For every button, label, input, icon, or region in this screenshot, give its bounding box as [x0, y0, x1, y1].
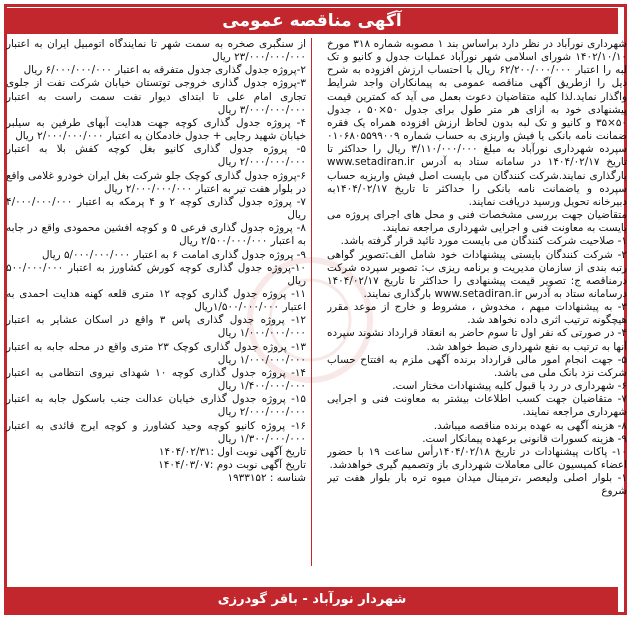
project-item: ۵- پروژه جدول گذاری کانیو بغل کوچه کفش بلا به اعتبار ۲/۰۰۰/۰۰۰/۰۰۰ ریال	[6, 143, 306, 169]
project-item: ۷- پروژه جدول گذاری کوچه ۲ و ۴ پرمکه به اعتبار ۴/۰۰۰/۰۰۰/۰۰۰ ریال	[6, 195, 306, 222]
project-item: ۱۲- پروژه جدول گذاری پاس ۳ واقع در اسکان عشایر به اعتبار ۱/۰۰۰/۰۰۰/۰۰۰ ریال	[6, 314, 306, 340]
mayor-signature: شهردار نورآباد - باقر گودرزی	[6, 587, 618, 613]
project-item: ۱۳- پروژه جدول گذاری کوچک ۲۳ متری واقع در محله جابه به اعتبار ۱/۰۰۰/۰۰۰/۰۰۰ ریال	[6, 340, 306, 366]
project-item: ۱۴- پروژه جدول گذاری کوچه ۱۰ شهدای نیروی انتظامی به اعتبار ۱/۴۰۰/۰۰۰/۰۰۰ ریال	[6, 366, 306, 393]
project-item: ۱- بلوار اصلی ولیعصر ،ترمینال میدان میوه تره بار بلوار هفت تیر شروع	[327, 472, 627, 498]
condition-item: ۳- به پیشنهادات مبهم ، مخدوش ، مشروط و خارج از موعد مقرر هیچگونه ترتیب اثری داده نخواهد شد.	[327, 301, 627, 327]
condition-item: ۷- متقاضیان جهت کسب اطلاعات بیشتر به معاونت فنی و اجرایی شهرداری مراجعه نمایند.	[327, 393, 627, 419]
project-item: ۳-پروژه جدول گذاری خروجی توتستان خیابان شرکت نفت از جلوی تجاری امام علی تا ابتدای دیوار نفت سمت راست به اعتبار ۳/۰۰۰/۰۰۰/۰۰۰ ریال	[6, 77, 306, 116]
condition-item: ۶- شهرداری در رد یا قبول کلیه پیشنهادات مختار است.	[392, 380, 627, 393]
project-item: از سنگبری صخره به سمت شهر تا نمایندگاه اتومبیل ایران به اعتبار ۲۳/۰۰۰/۰۰۰/۰۰۰ ریال	[6, 38, 306, 64]
condition-item: ۸- هزینه آگهی به عهده برنده مناقصه میباشد.	[433, 419, 627, 432]
notice-body-left	[6, 38, 306, 566]
notice-title: آگهی مناقصه عمومی	[6, 8, 618, 34]
inquiry-paragraph: متقاضیان جهت بررسی مشخصات فنی و محل های اجرای پروژه می بایست به معاونت فنی و اجرایی شهرداری مراجعه نمایند.	[327, 209, 627, 235]
condition-item: ۲- شرکت کنندگان بایستی پیشنهادات خود شامل الف:تصویر گواهی رتبه بندی از سازمان مدیریت و برنامه ریزی ب: تصویر سپرده شرکت درمناقصه ج: تصویر قیمت پیشنهادی را حداکثر تا تاریخ ۱۴۰۴/۰۲/۱۷ درسامانه ستاد به آدرس www.setadiran.ir بارگذاری نمایند.	[327, 248, 627, 300]
project-item: ۱۰-پروژه جدول گذاری کوچه کورش کشاورز به اعتبار ۵۰۰/۰۰۰/۰۰۰ ریال	[6, 261, 306, 287]
column-divider	[311, 38, 312, 566]
condition-item: ۵- جهت انجام امور مالی قرارداد برنده آگهی ملزم به افتتاح حساب شرکت نزد بانک ملی می باشد.	[327, 353, 627, 379]
notice-id: شناسه : ۱۹۳۳۱۵۲	[227, 472, 306, 485]
first-publish-date: تاریخ آگهی نوبت اول :۱۴۰۴/۰۲/۳۱	[158, 445, 306, 458]
second-publish-date: تاریخ آگهی نوبت دوم :۱۴۰۴/۰۳/۰۷	[158, 459, 306, 471]
project-item: ۹- پروژه جدول گذاری امامت ۶ به اعتبار ۵/۰۰۰/۰۰۰/۰۰۰ ریال	[42, 248, 306, 261]
notice-body-right	[327, 38, 627, 566]
condition-item: ۴- در صورتی که نفر اول تا سوم حاضر به انعقاد قرارداد نشوند سپرده آنها به ترتیب به نفع شهرداری ضبط خواهد شد.	[327, 327, 627, 353]
project-item: ۴- پروژه جدول گذاری کوچه جهت هدایت آبهای طرفین به سیلبر خیابان شهید رجایی + جدول خادمکان به اعتبار ۲/۰۰۰/۰۰۰/۰۰۰ ریال	[6, 116, 306, 143]
intro-paragraph: شهرداری نورآباد در نظر دارد براساس بند ۱ مصوبه شماره ۳۱۸ مورخ ۱۴۰۲/۱۰/۱۰ شورای اسلامی شهر نورآباد عملیات جدول و کانیو و تک لبه را اعتبار ۶۲/۲۰۰/۰۰۰/۰۰۰ ریال با احتساب ارزش افزوده به شرح ذیل را ازطریق آگهی مناقصه عمومی به پیمانکاران واجد شرایط واگذار نماید.لذا کلیه متقاضیان دعوت بعمل می آید که کمترین قیمت پیشنهادی خود به ازای هر متر طول برای جدول ۵۰×۵۰ ، جدول ۵۰×۳۵ و کانیو و تک لبه بدون لحاظ ارزش افزوده همراه یک فقره ضمانت نامه بانکی یا فیش واریزی به حساب شماره ۰۱۰۶۸۰۵۵۹۹۰۰۹ سپرده شهرداری نورآباد به مبلغ ۳/۱۱۰/۰۰۰/۰۰۰ ریال را حداکثر تا تاریخ ۱۴۰۴/۰۲/۱۷ در سامانه ستاد به آدرس www.setadiran.ir بارگذاری نمایند.شرکت کنندگان می بایست اصل فیش واریزیه حساب سپرده و یاضمانت نامه بانکی را حداکثر تا تاریخ ۱۴۰۴/۰۲/۱۷به دبیرخانه تحویل ورسید دریافت نمایند.	[327, 38, 627, 208]
project-item: ۲-پروژه جدول گذاری جدول متفرقه به اعتبار ۶/۰۰۰/۰۰۰/۰۰۰ ریال	[23, 64, 306, 77]
project-item: ۱۵- پروژه جدول گذاری خیابان عدالت جنب باسکول جابه به اعتبار ۲/۰۰۰/۰۰۰/۰۰۰ ریال	[6, 393, 306, 419]
project-item: ۸- پروژه جدول گذاری فرعی ۵ و کوچه افشین محمودی واقع در جابه به اعتبار ۲/۵۰۰/۰۰۰/۰۰۰ ریال	[6, 222, 306, 248]
project-item: ۶-پروژه جدول گذاری کوچک جلو شرکت بغل ایران خودرو غلامی واقع در بلوار هفت تیر به اعتبار ۲/۰۰۰/۰۰۰/۰۰۰ ریال	[6, 169, 306, 195]
project-item: ۱۱- پروژه جدول گذاری کوچه ۱۲ متری قلعه کهنه هدایت احمدی به اعتبار ۱/۵۰۰/۰۰۰/۰۰۰ریال	[6, 287, 306, 314]
project-item: ۱۶- پروژه کانیو کوچه وحید کشاورز و کوچه ایرج قائدی به اعتبار ۱/۳۰۰/۰۰۰/۰۰۰ ریال	[6, 419, 306, 445]
condition-item: ۱- صلاحیت شرکت کنندگان می بایست مورد تائید قرار گرفته باشد.	[340, 235, 627, 248]
condition-item: ۱۰- پاکات پیشنهادات در تاریخ ۱۴۰۴/۰۲/۱۸رأس ساعت ۱۹ با حضور اعضاء کمیسیون عالی معاملات شهرداری باز وتصمیم گیری خواهدشد.	[327, 445, 627, 471]
condition-item: ۹- هزینه کسورات قانونی برعهده پیمانکار است.	[422, 432, 627, 445]
